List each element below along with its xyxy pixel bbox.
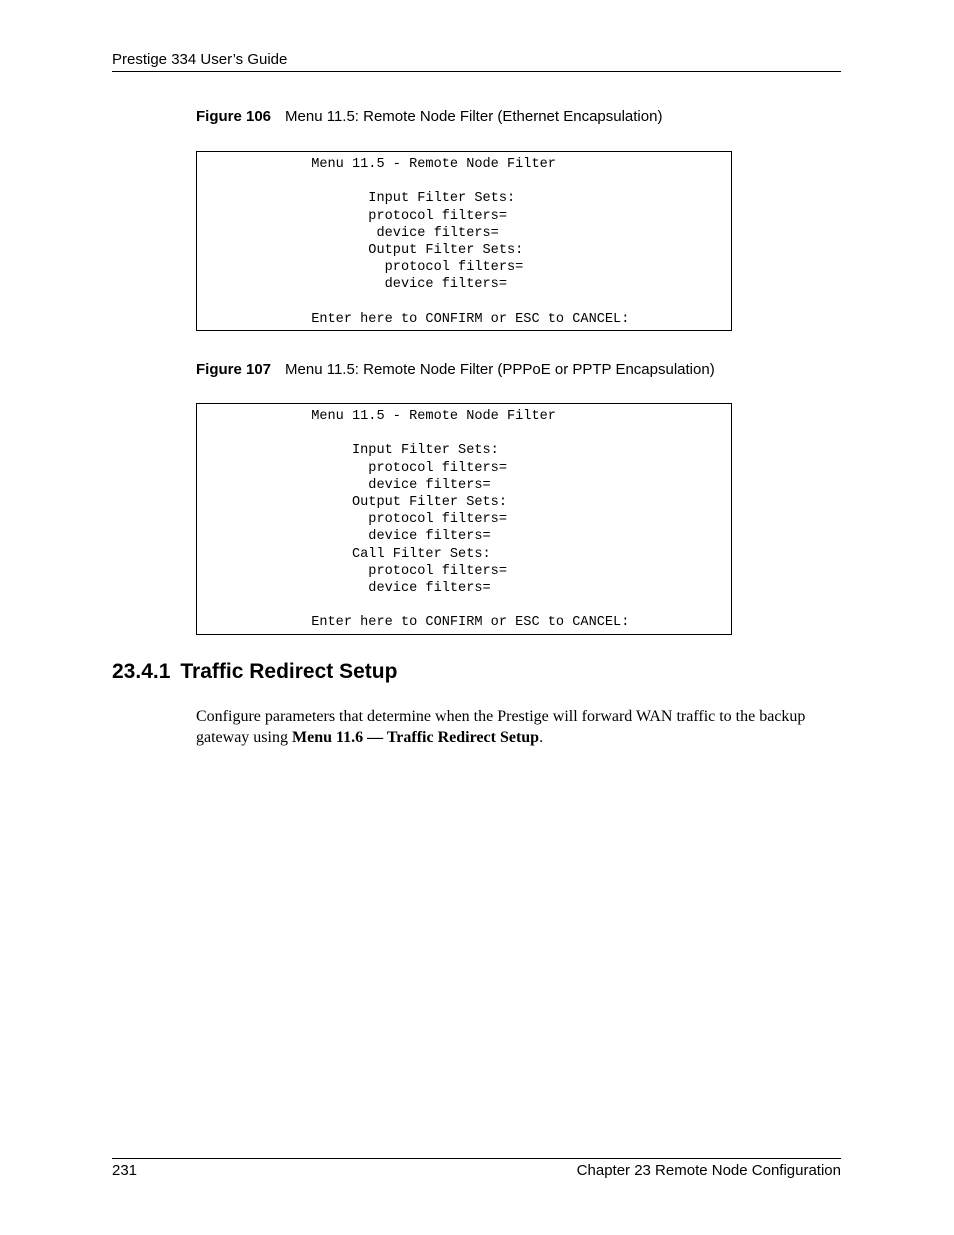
screen-line: Enter here to CONFIRM or ESC to CANCEL:: [197, 311, 630, 327]
screen-line: [197, 597, 731, 614]
screen-line: [197, 294, 731, 311]
screen-line: [197, 425, 731, 442]
screen-line: protocol filters=: [197, 460, 507, 476]
figure-106-screen: [196, 151, 732, 331]
screen-line: Enter here to CONFIRM or ESC to CANCEL:: [197, 615, 630, 631]
section-number: 23.4.1: [112, 660, 171, 683]
figure-107-caption: [196, 361, 715, 379]
section-heading: [112, 659, 397, 685]
figure-106-caption: [196, 108, 662, 126]
screen-line: Input Filter Sets:: [197, 443, 499, 459]
screen-line: Menu 11.5 - Remote Node Filter: [197, 157, 556, 172]
screen-line: protocol filters=: [197, 512, 507, 528]
guide-title: Prestige 334 User’s Guide: [112, 51, 288, 68]
menu-reference: Menu 11.6 — Traffic Redirect Setup: [291, 729, 540, 746]
figure-107-screen: [196, 403, 732, 635]
chapter-title: Chapter 23 Remote Node Configuration: [576, 1162, 841, 1179]
screen-line: Output Filter Sets:: [197, 494, 507, 510]
screen-line: device filters=: [197, 225, 499, 241]
section-title: Traffic Redirect Setup: [180, 660, 398, 683]
screen-line: Menu 11.5 - Remote Node Filter: [197, 409, 556, 424]
screen-line: protocol filters=: [197, 208, 507, 224]
screen-line: [197, 173, 731, 190]
screen-line: protocol filters=: [197, 260, 524, 276]
screen-line: Call Filter Sets:: [197, 546, 491, 562]
page-header: [112, 51, 841, 72]
paragraph-text: Configure parameters that determine when the Prestige will forward WAN traffic to the backup gateway using: [196, 708, 806, 746]
paragraph-end: .: [539, 729, 544, 746]
screen-line: Input Filter Sets:: [197, 191, 516, 207]
section-paragraph: [196, 706, 836, 748]
screen-line: device filters=: [197, 277, 507, 293]
figure-106-title: Menu 11.5: Remote Node Filter (Ethernet Encapsulation): [285, 108, 663, 125]
page-footer: [112, 1158, 841, 1180]
screen-line: device filters=: [197, 529, 491, 545]
screen-line: device filters=: [197, 477, 491, 493]
screen-line: protocol filters=: [197, 563, 507, 579]
screen-line: device filters=: [197, 580, 491, 596]
figure-106-number: Figure 106: [196, 108, 272, 125]
figure-107-number: Figure 107: [196, 361, 272, 378]
screen-line: Output Filter Sets:: [197, 242, 524, 258]
page-number: 231: [112, 1162, 138, 1179]
figure-107-title: Menu 11.5: Remote Node Filter (PPPoE or PPTP Encapsulation): [285, 361, 715, 378]
